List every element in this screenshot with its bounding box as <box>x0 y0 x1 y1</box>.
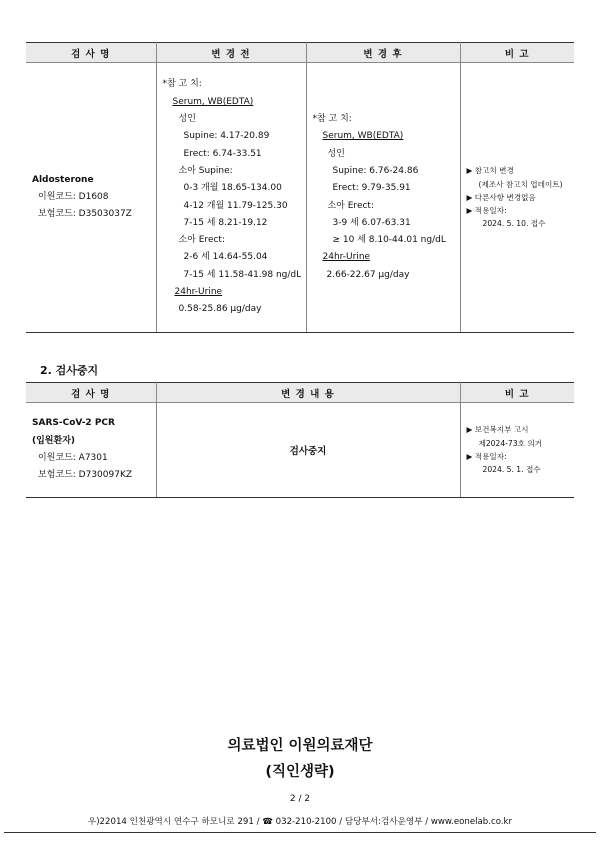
list-item: 2-6 세 14.64-55.04 <box>183 252 268 263</box>
list-item: 성인 <box>327 148 345 159</box>
list-item: Serum, WB(EDTA) <box>172 96 254 107</box>
list-item: 0-3 개월 18.65-134.00 <box>183 183 282 194</box>
list-item: 3-9 세 6.07-63.31 <box>332 217 411 228</box>
remarks-cell <box>460 403 574 498</box>
header-remarks: 비 고 <box>460 383 574 403</box>
list-item: 0.58-25.86 μg/day <box>178 304 262 315</box>
list-item: 2024. 5. 10. 접수 <box>482 219 546 229</box>
seal-note: (직인생략) <box>265 764 335 780</box>
suspension-table <box>26 382 574 498</box>
test-name: SARS-CoV-2 PCR <box>32 418 115 429</box>
list-item: 소아 Erect: <box>327 200 374 211</box>
insurance-code: 보험코드: D730097KZ <box>38 470 133 481</box>
list-item: 성인 <box>178 114 196 125</box>
list-item: *참 고 치: <box>162 79 202 90</box>
list-item: 24hr-Urine <box>174 286 223 297</box>
header-change: 변 경 내 용 <box>156 383 460 403</box>
test-name-cell <box>26 63 156 333</box>
list-item: 7-15 세 8.21-19.12 <box>183 217 268 228</box>
remarks-list <box>461 423 575 476</box>
header-row <box>26 383 574 403</box>
after-cell <box>306 63 460 333</box>
header-after: 변 경 후 <box>306 43 460 63</box>
test-name-cell <box>26 403 156 498</box>
remarks-cell <box>460 63 574 333</box>
section-title: 2. 검사중지 <box>40 364 99 377</box>
test-name-sub: (입원환자) <box>32 435 76 446</box>
table-row <box>26 403 574 498</box>
list-item: ▶ 적용일자: <box>466 452 507 461</box>
list-item: 2.66-22.67 μg/day <box>326 269 410 280</box>
list-item: 4-12 개월 11.79-125.30 <box>183 200 288 211</box>
table-row <box>26 63 574 333</box>
list-item: ≥ 10 세 8.10-44.01 ng/dL <box>332 235 446 246</box>
before-cell <box>156 63 306 333</box>
list-item: Erect: 6.74-33.51 <box>183 148 262 159</box>
list-item: 7-15 세 11.58-41.98 ng/dL <box>183 269 302 280</box>
remarks-list <box>461 164 575 230</box>
list-item: 소아 Erect: <box>178 235 225 246</box>
list-item: (제조사 참고치 업데이트) <box>478 179 563 189</box>
after-list <box>307 111 460 284</box>
header-row <box>26 43 574 63</box>
list-item: ▶ 참고치 변경 <box>466 166 514 176</box>
organization-name: 의료법인 이원의료재단 <box>227 738 373 754</box>
list-item: *참 고 치: <box>312 114 352 125</box>
eone-code: 이원코드: D1608 <box>38 191 109 202</box>
change-cell <box>156 403 460 498</box>
header-before: 변 경 전 <box>156 43 306 63</box>
list-item: Erect: 9.79-35.91 <box>332 183 411 194</box>
page-number: 2 / 2 <box>289 794 311 804</box>
list-item: Supine: 4.17-20.89 <box>183 131 270 142</box>
footer-divider <box>4 832 596 833</box>
list-item: Supine: 6.76-24.86 <box>332 165 419 176</box>
change-text: 검사중지 <box>289 446 327 457</box>
before-list <box>157 76 306 318</box>
header-remarks: 비 고 <box>460 43 574 63</box>
list-item: 24hr-Urine <box>322 252 371 263</box>
test-name: Aldosterone <box>32 174 94 185</box>
header-test-name: 검 사 명 <box>26 383 156 403</box>
header-test-name: 검 사 명 <box>26 43 156 63</box>
list-item: Serum, WB(EDTA) <box>322 131 404 142</box>
change-table <box>26 42 574 333</box>
list-item: ▶ 다른사항 변경없음 <box>466 192 536 202</box>
list-item: 제2024-73호 의거 <box>478 438 542 448</box>
list-item: 2024. 5. 1. 접수 <box>482 465 541 475</box>
list-item: ▶ 보건복지부 고시 <box>466 425 529 435</box>
address-line: 우)22014 인천광역시 연수구 하모니로 291 / ☎ 032-210-2100 / 담당부서:검사운영부 / www.eonelab.co.kr <box>87 817 513 827</box>
list-item: ▶ 적용일자: <box>466 206 507 216</box>
eone-code: 이원코드: A7301 <box>38 453 108 463</box>
insurance-code: 보험코드: D3503037Z <box>38 209 132 220</box>
list-item: 소아 Supine: <box>178 165 233 176</box>
